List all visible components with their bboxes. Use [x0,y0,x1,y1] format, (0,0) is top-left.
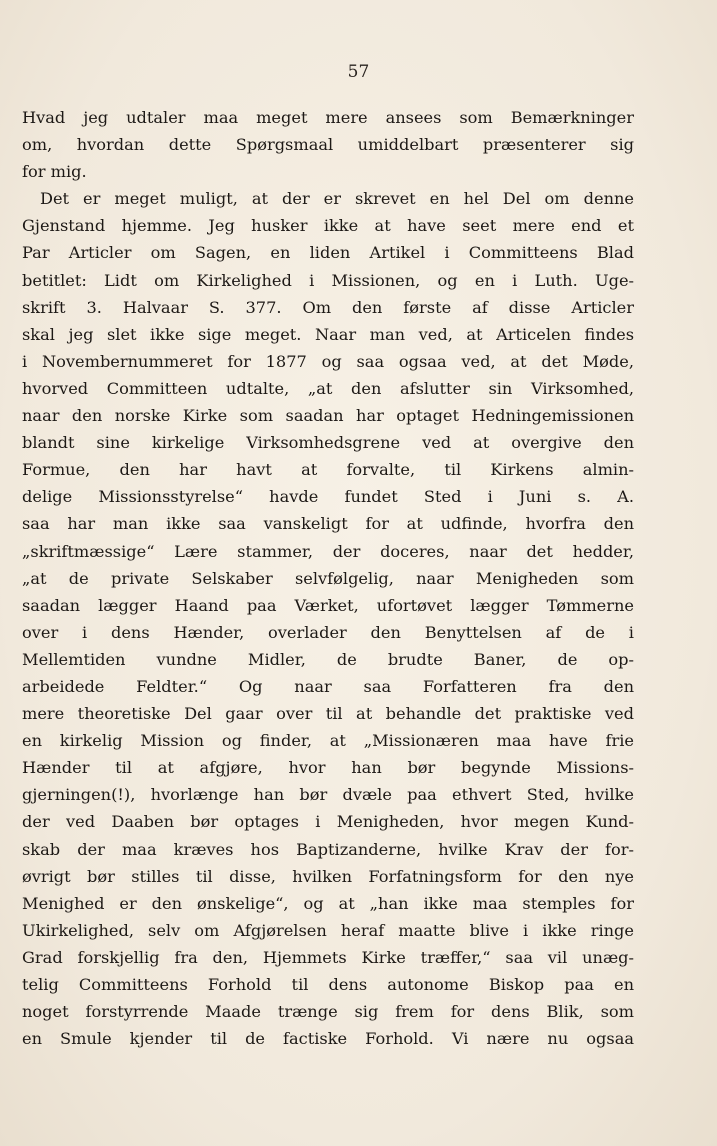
text-line: Mellemtiden vundne Midler, de brudte Baner, de op- [22,649,634,669]
text-line: for mig. [22,162,87,182]
text-line: øvrigt bør stilles til disse, hvilken Forfatningsform for den nye [22,866,634,886]
text-line: Ukirkelighed, selv om Afgjørelsen heraf maatte blive i ikke ringe [22,920,634,940]
text-line: hvorved Committeen udtalte, „at den afslutter sin Virksomhed, [22,378,634,398]
text-line: Par Articler om Sagen, en liden Artikel i Committeens Blad [22,243,634,263]
text-line: der ved Daaben bør optages i Menigheden, hvor megen Kund- [22,812,634,832]
text-line: noget forstyrrende Maade trænge sig frem for dens Blik, som [22,1002,634,1022]
text-line: over i dens Hænder, overlader den Benyttelsen af de i [22,622,634,642]
text-line: delige Missionsstyrelse“ havde fundet Sted i Juni s. A. [22,487,634,507]
body-text [22,104,634,1052]
text-line: om, hvordan dette Spørgsmaal umiddelbart præsenterer sig [22,135,634,155]
text-line: mere theoretiske Del gaar over til at behandle det praktiske ved [22,704,634,724]
text-line: naar den norske Kirke som saadan har optaget Hedningemissionen [22,406,634,426]
text-line: en kirkelig Mission og finder, at „Missionæren maa have frie [22,731,634,751]
text-line: saa har man ikke saa vanskeligt for at udfinde, hvorfra den [22,514,634,534]
text-line: i Novembernummeret for 1877 og saa ogsaa ved, at det Møde, [22,351,634,371]
text-line: telig Committeens Forhold til dens autonome Biskop paa en [22,975,634,994]
text-line: „at de private Selskaber selvfølgelig, naar Menigheden som [22,568,634,588]
text-line: saadan lægger Haand paa Værket, ufortøvet lægger Tømmerne [22,595,634,615]
text-line: Grad forskjellig fra den, Hjemmets Kirke træffer,“ saa vil unæg- [22,947,634,967]
text-line: „skriftmæssige“ Lære stammer, der doceres, naar det hedder, [22,541,634,561]
text-line: skrift 3. Halvaar S. 377. Om den første af disse Articler [22,297,634,317]
text-line: skab der maa kræves hos Baptizanderne, hvilke Krav der for- [22,839,634,859]
text-line: Hænder til at afgjøre, hvor han bør begynde Missions- [22,758,634,778]
text-line: Menighed er den ønskelige“, og at „han ikke maa stemples for [22,893,634,913]
text-line: betitlet: Lidt om Kirkelighed i Missionen, og en i Luth. Uge- [22,270,634,290]
text-line: Hvad jeg udtaler maa meget mere ansees som Bemærkninger [22,108,634,127]
text-line: arbeidede Feldter.“ Og naar saa Forfatteren fra den [22,676,634,696]
page-number: 57 [347,62,370,82]
text-line: Gjenstand hjemme. Jeg husker ikke at have seet mere end et [22,216,634,236]
text-line: en Smule kjender til de factiske Forhold. Vi nære nu ogsaa [22,1029,634,1049]
text-line: skal jeg slet ikke sige meget. Naar man ved, at Articelen findes [22,324,634,344]
text-line: Det er meget muligt, at der er skrevet en hel Del om denne [40,189,634,209]
text-line: Formue, den har havt at forvalte, til Kirkens almin- [22,460,634,480]
text-line: blandt sine kirkelige Virksomhedsgrene ved at overgive den [22,433,634,453]
text-line: gjerningen(!), hvorlænge han bør dvæle paa ethvert Sted, hvilke [22,785,634,805]
